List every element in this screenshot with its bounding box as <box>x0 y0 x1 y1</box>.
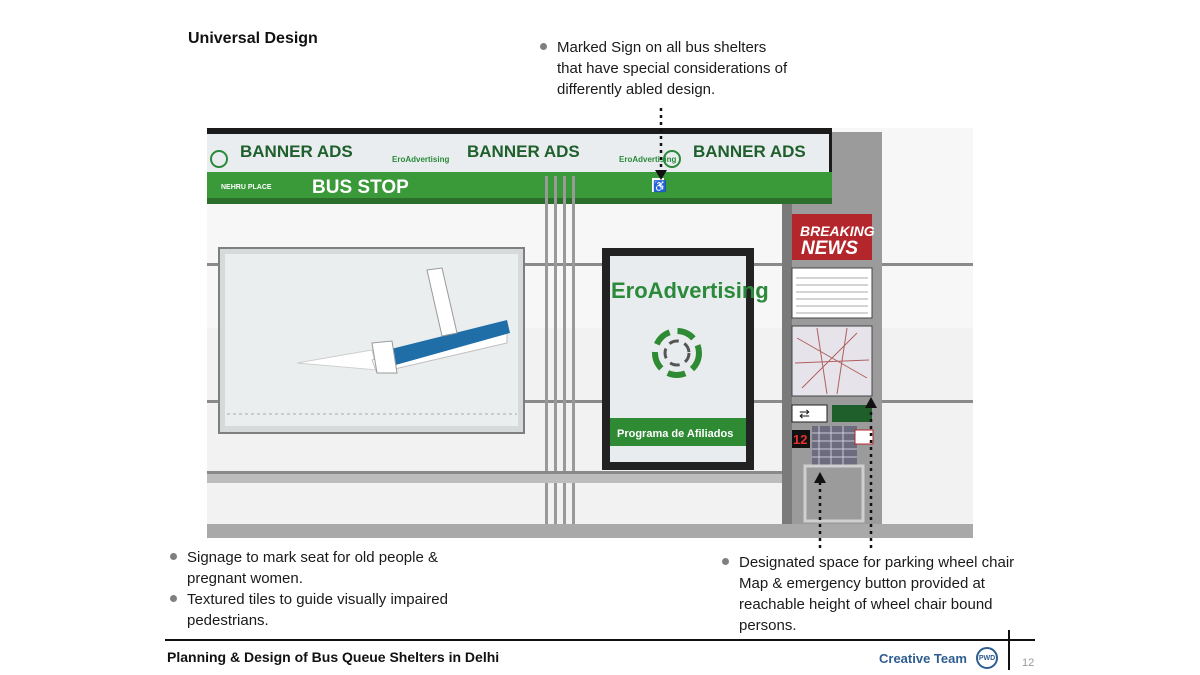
svg-text:⇄: ⇄ <box>799 406 810 421</box>
banner-ad-2: BANNER ADS <box>467 142 580 161</box>
bullet-dot <box>722 558 729 565</box>
right-note <box>722 552 1014 636</box>
slide-title: Universal Design <box>188 30 318 47</box>
ad-panel-brand: EroAdvertising <box>611 278 769 303</box>
svg-text:♿: ♿ <box>653 181 667 193</box>
right-note-line-2: Map & emergency button provided at <box>739 575 985 592</box>
right-note-line-3: reachable height of wheel chair bound <box>739 596 993 613</box>
bus-stop-label: BUS STOP <box>312 177 409 198</box>
banner-ad-3: BANNER ADS <box>693 142 806 161</box>
footer-title: Planning & Design of Bus Queue Shelters in Delhi <box>167 649 500 665</box>
news-top: BREAKING <box>800 223 875 239</box>
map-pointer-arrowhead <box>865 397 877 408</box>
left-note-1-line-1: Signage to mark seat for old people & <box>187 549 438 566</box>
footer-divider <box>165 639 1035 641</box>
top-note-line-3: differently abled design. <box>557 81 716 98</box>
news-bottom: NEWS <box>801 238 858 259</box>
page-number: 12 <box>1022 657 1035 669</box>
footer-vertical-divider <box>1008 630 1010 670</box>
pwd-logo-icon: PWD <box>976 647 998 669</box>
banner-ero-2: EroAdvertising <box>619 155 677 164</box>
left-note-2-line-1: Textured tiles to guide visually impaired <box>187 591 448 608</box>
ad-panel-caption: Programa de Afiliados <box>617 428 734 440</box>
creative-team-label: Creative Team <box>879 651 967 666</box>
top-note-line-1: Marked Sign on all bus shelters <box>557 39 767 56</box>
banner-ero-1: EroAdvertising <box>392 155 450 164</box>
top-note-line-2: that have special considerations of <box>557 60 788 77</box>
left-note-1-line-2: pregnant women. <box>187 570 303 587</box>
sign-pointer-arrowhead <box>655 170 667 180</box>
wheelchair-pointer-arrowhead <box>814 472 826 483</box>
stop-name: NEHRU PLACE <box>221 184 272 191</box>
bullet-dot <box>170 595 177 602</box>
bullet-dot <box>170 553 177 560</box>
left-note-2-line-2: pedestrians. <box>187 612 269 629</box>
right-note-line-4: persons. <box>739 617 797 634</box>
banner-ad-1: BANNER ADS <box>240 142 353 161</box>
time-counter-value: 12 <box>793 432 808 447</box>
left-notes <box>170 547 448 631</box>
right-note-line-1: Designated space for parking wheel chair <box>739 554 1015 571</box>
